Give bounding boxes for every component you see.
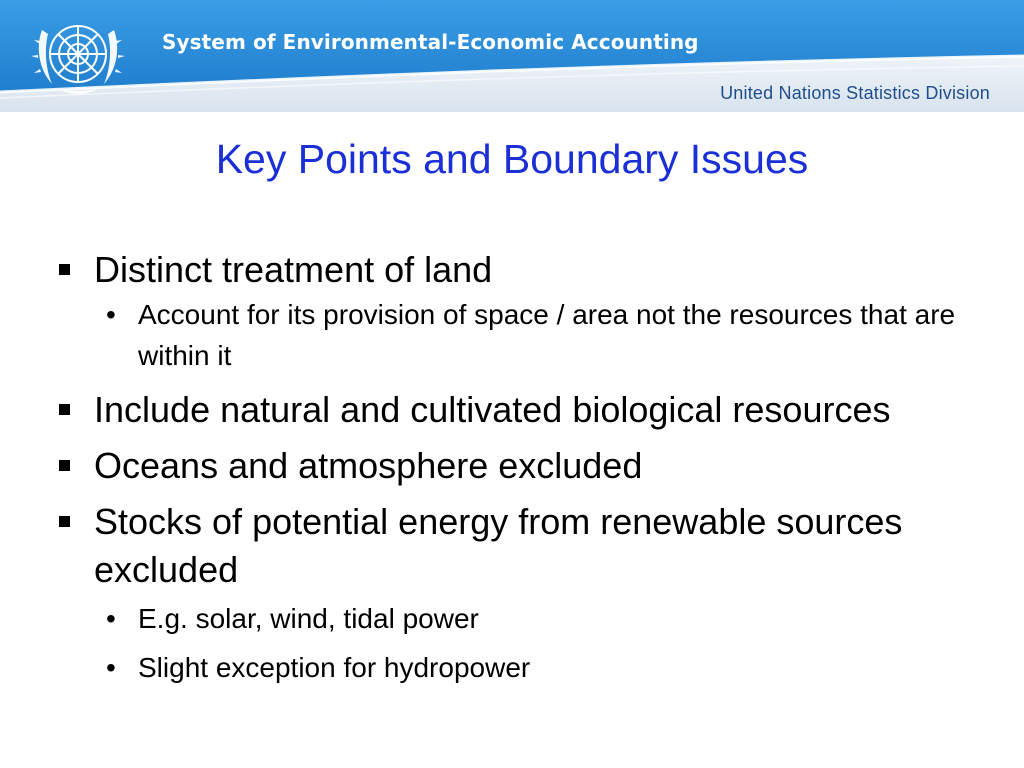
un-emblem-icon: [28, 10, 128, 104]
bullet-text: Stocks of potential energy from renewable sources excluded: [94, 501, 903, 590]
square-bullet-icon: [59, 404, 70, 415]
bullet-list: [56, 246, 956, 688]
sub-bullet-item: [56, 294, 956, 376]
bullet-text: Oceans and atmosphere excluded: [94, 445, 643, 486]
header-title: System of Environmental-Economic Accounting: [162, 30, 699, 54]
bullet-item: [56, 498, 956, 594]
square-bullet-icon: [59, 264, 70, 275]
bullet-item: [56, 246, 956, 294]
round-bullet-icon: •: [106, 652, 116, 683]
bullet-text: Include natural and cultivated biological resources: [94, 389, 891, 430]
square-bullet-icon: [59, 516, 70, 527]
sub-bullet-text: E.g. solar, wind, tidal power: [138, 603, 479, 634]
slide-title: Key Points and Boundary Issues: [215, 136, 809, 182]
bullet-text: Distinct treatment of land: [94, 249, 493, 290]
bullet-item: [56, 386, 956, 434]
bullet-item: [56, 442, 956, 490]
round-bullet-icon: •: [106, 603, 116, 634]
sub-bullet-text: Slight exception for hydropower: [138, 652, 531, 683]
sub-bullet-text: Account for its provision of space / area not the resources that are within it: [138, 299, 956, 371]
header-banner: [0, 0, 1024, 112]
square-bullet-icon: [59, 460, 70, 471]
round-bullet-icon: •: [106, 299, 116, 330]
sub-bullet-item: [56, 647, 956, 688]
organization-name: United Nations Statistics Division: [720, 83, 990, 103]
sub-bullet-item: [56, 598, 956, 639]
